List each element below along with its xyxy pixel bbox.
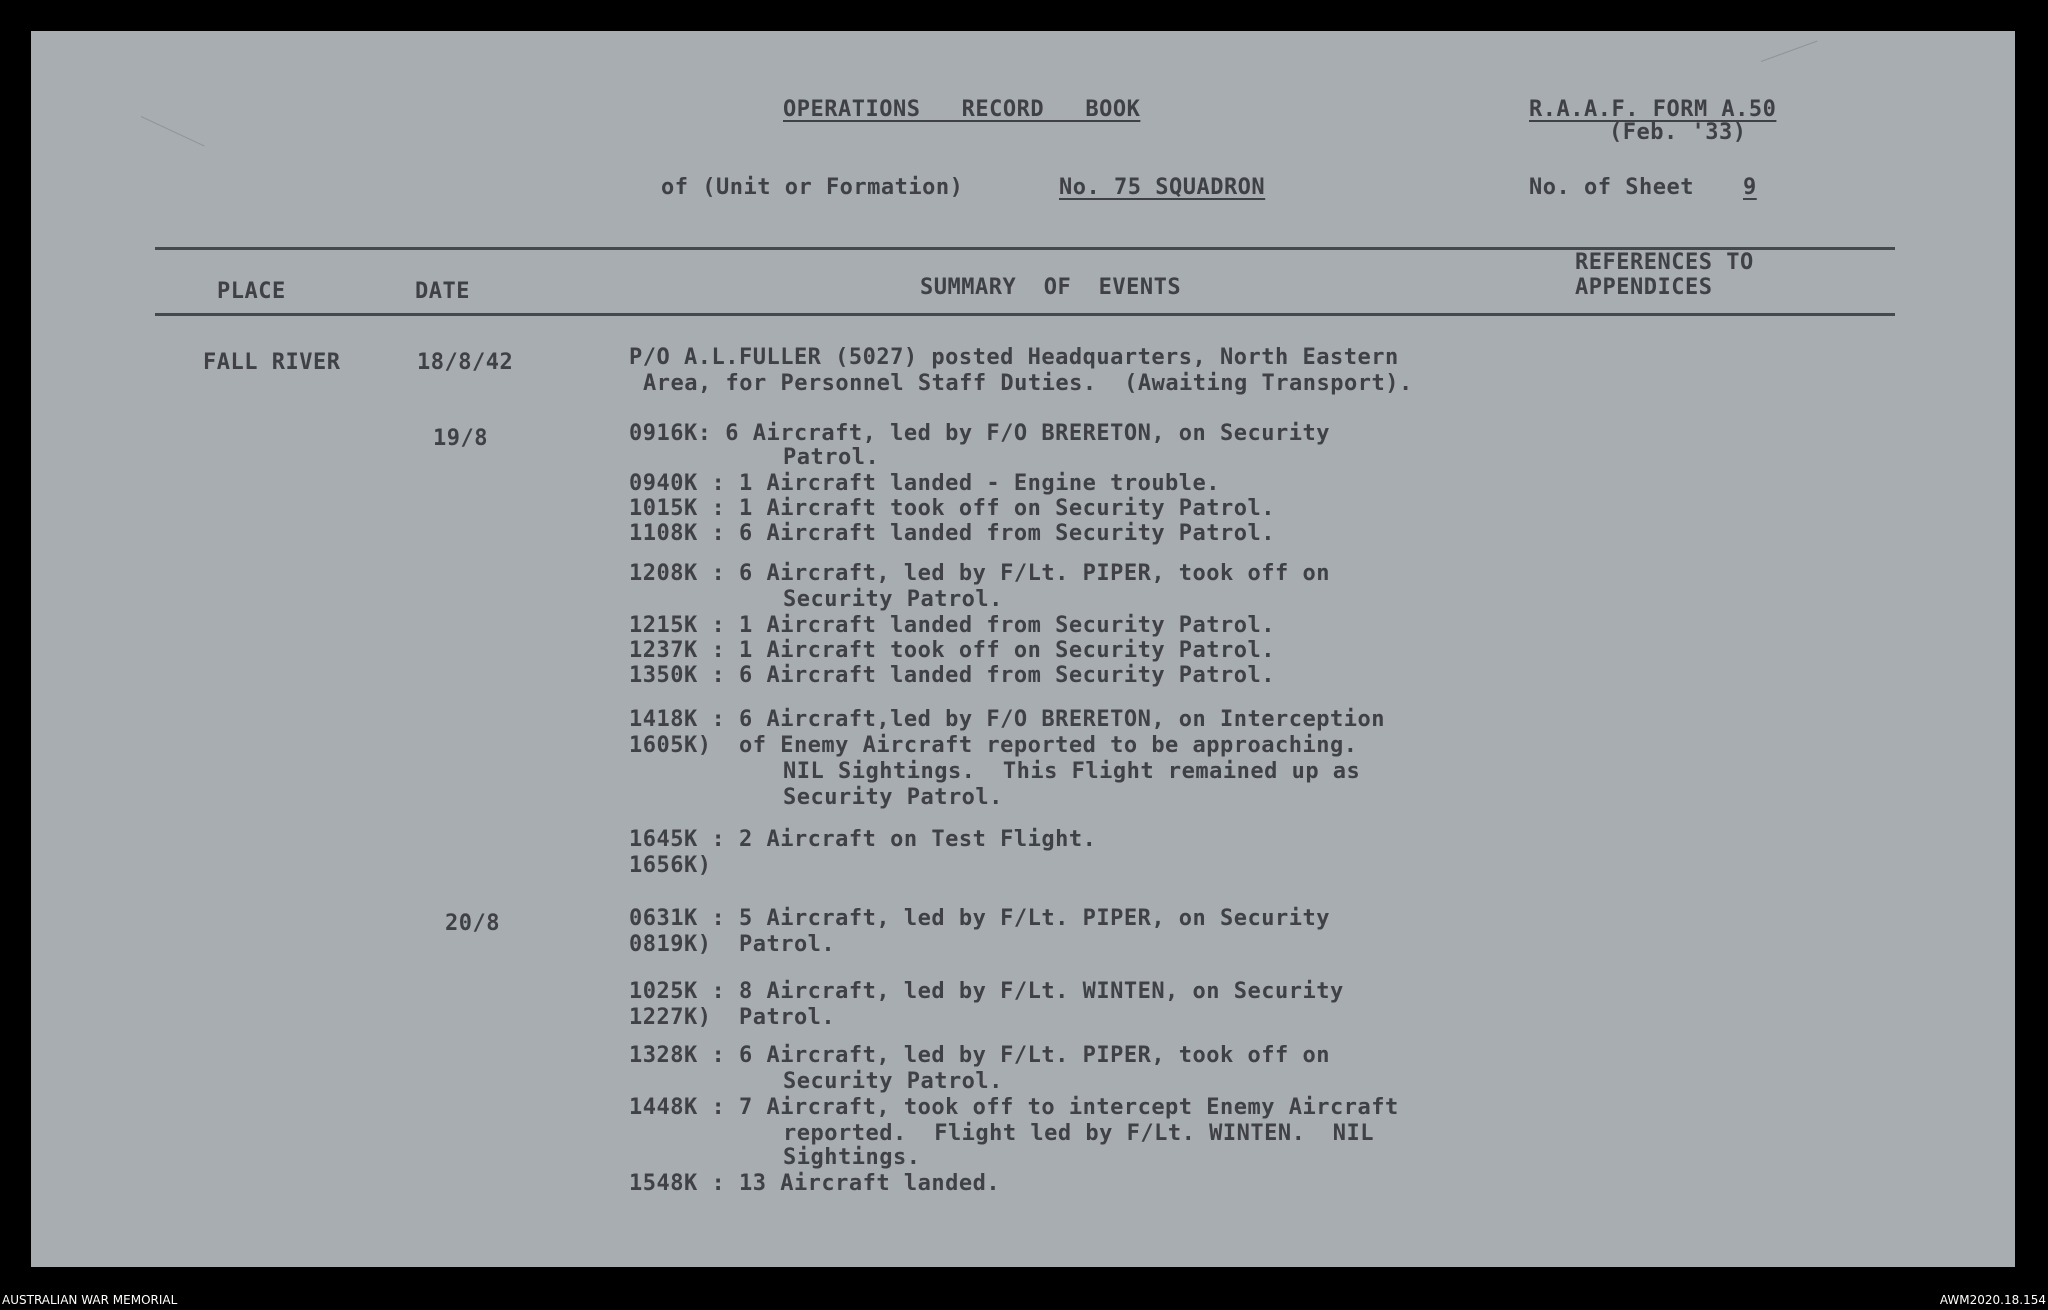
event-line: 0940K : 1 Aircraft landed - Engine trouble. <box>629 471 1221 496</box>
unit-label: of (Unit or Formation) <box>661 175 964 200</box>
column-place: PLACE <box>217 279 286 304</box>
document-page <box>31 31 2015 1267</box>
date-entry: 19/8 <box>433 426 488 451</box>
event-line: Security Patrol. <box>783 1069 1003 1094</box>
column-appendices: APPENDICES <box>1575 275 1713 300</box>
event-line: 1328K : 6 Aircraft, led by F/Lt. PIPER, took off on <box>629 1043 1331 1068</box>
event-line: NIL Sightings. This Flight remained up as <box>783 759 1361 784</box>
column-summary: SUMMARY OF EVENTS <box>920 275 1182 300</box>
sheet-number: 9 <box>1743 175 1757 200</box>
date-entry: 18/8/42 <box>417 350 514 375</box>
form-title: OPERATIONS RECORD BOOK <box>783 97 1141 122</box>
event-line: 1015K : 1 Aircraft took off on Security Patrol. <box>629 496 1276 521</box>
event-line: 1645K : 2 Aircraft on Test Flight. <box>629 827 1097 852</box>
header-rule-bottom <box>155 313 1895 316</box>
footer-institution: AUSTRALIAN WAR MEMORIAL <box>2 1293 178 1307</box>
event-line: 0819K) Patrol. <box>629 932 836 957</box>
event-line: 1215K : 1 Aircraft landed from Security Patrol. <box>629 613 1276 638</box>
event-line: 1548K : 13 Aircraft landed. <box>629 1171 1001 1196</box>
paper-crease <box>1761 41 1818 62</box>
sheet-label: No. of Sheet <box>1529 175 1694 200</box>
paper-crease <box>141 116 205 146</box>
event-line: 1025K : 8 Aircraft, led by F/Lt. WINTEN, on Security <box>629 979 1344 1004</box>
event-line: 1656K) <box>629 853 712 878</box>
event-line: 1605K) of Enemy Aircraft reported to be approaching. <box>629 733 1358 758</box>
event-line: reported. Flight led by F/Lt. WINTEN. NIL <box>783 1121 1375 1146</box>
event-line: Security Patrol. <box>783 587 1003 612</box>
event-line: 1208K : 6 Aircraft, led by F/Lt. PIPER, took off on <box>629 561 1331 586</box>
event-line: 1418K : 6 Aircraft,led by F/O BRERETON, on Interception <box>629 707 1385 732</box>
date-entry: 20/8 <box>445 911 500 936</box>
event-line: 0916K: 6 Aircraft, led by F/O BRERETON, on Security <box>629 421 1331 446</box>
event-line: 1448K : 7 Aircraft, took off to intercept Enemy Aircraft <box>629 1095 1399 1120</box>
form-date: (Feb. '33) <box>1609 120 1747 145</box>
event-line: Sightings. <box>783 1145 921 1170</box>
unit-name: No. 75 SQUADRON <box>1059 175 1266 200</box>
event-line: Security Patrol. <box>783 785 1003 810</box>
event-line: 1237K : 1 Aircraft took off on Security Patrol. <box>629 638 1276 663</box>
place-value: FALL RIVER <box>203 350 341 375</box>
event-line: 1108K : 6 Aircraft landed from Security Patrol. <box>629 521 1276 546</box>
event-line: 0631K : 5 Aircraft, led by F/Lt. PIPER, on Security <box>629 906 1331 931</box>
event-line: P/O A.L.FULLER (5027) posted Headquarters, North Eastern <box>629 345 1399 370</box>
footer-accession: AWM2020.18.154 <box>1939 1293 2046 1307</box>
event-line: 1350K : 6 Aircraft landed from Security Patrol. <box>629 663 1276 688</box>
event-line: 1227K) Patrol. <box>629 1005 836 1030</box>
event-line: Area, for Personnel Staff Duties. (Awaiting Transport). <box>643 371 1413 396</box>
column-date: DATE <box>415 279 470 304</box>
event-line: Patrol. <box>783 445 880 470</box>
form-id: R.A.A.F. FORM A.50 <box>1529 97 1777 122</box>
column-references: REFERENCES TO <box>1575 250 1754 275</box>
